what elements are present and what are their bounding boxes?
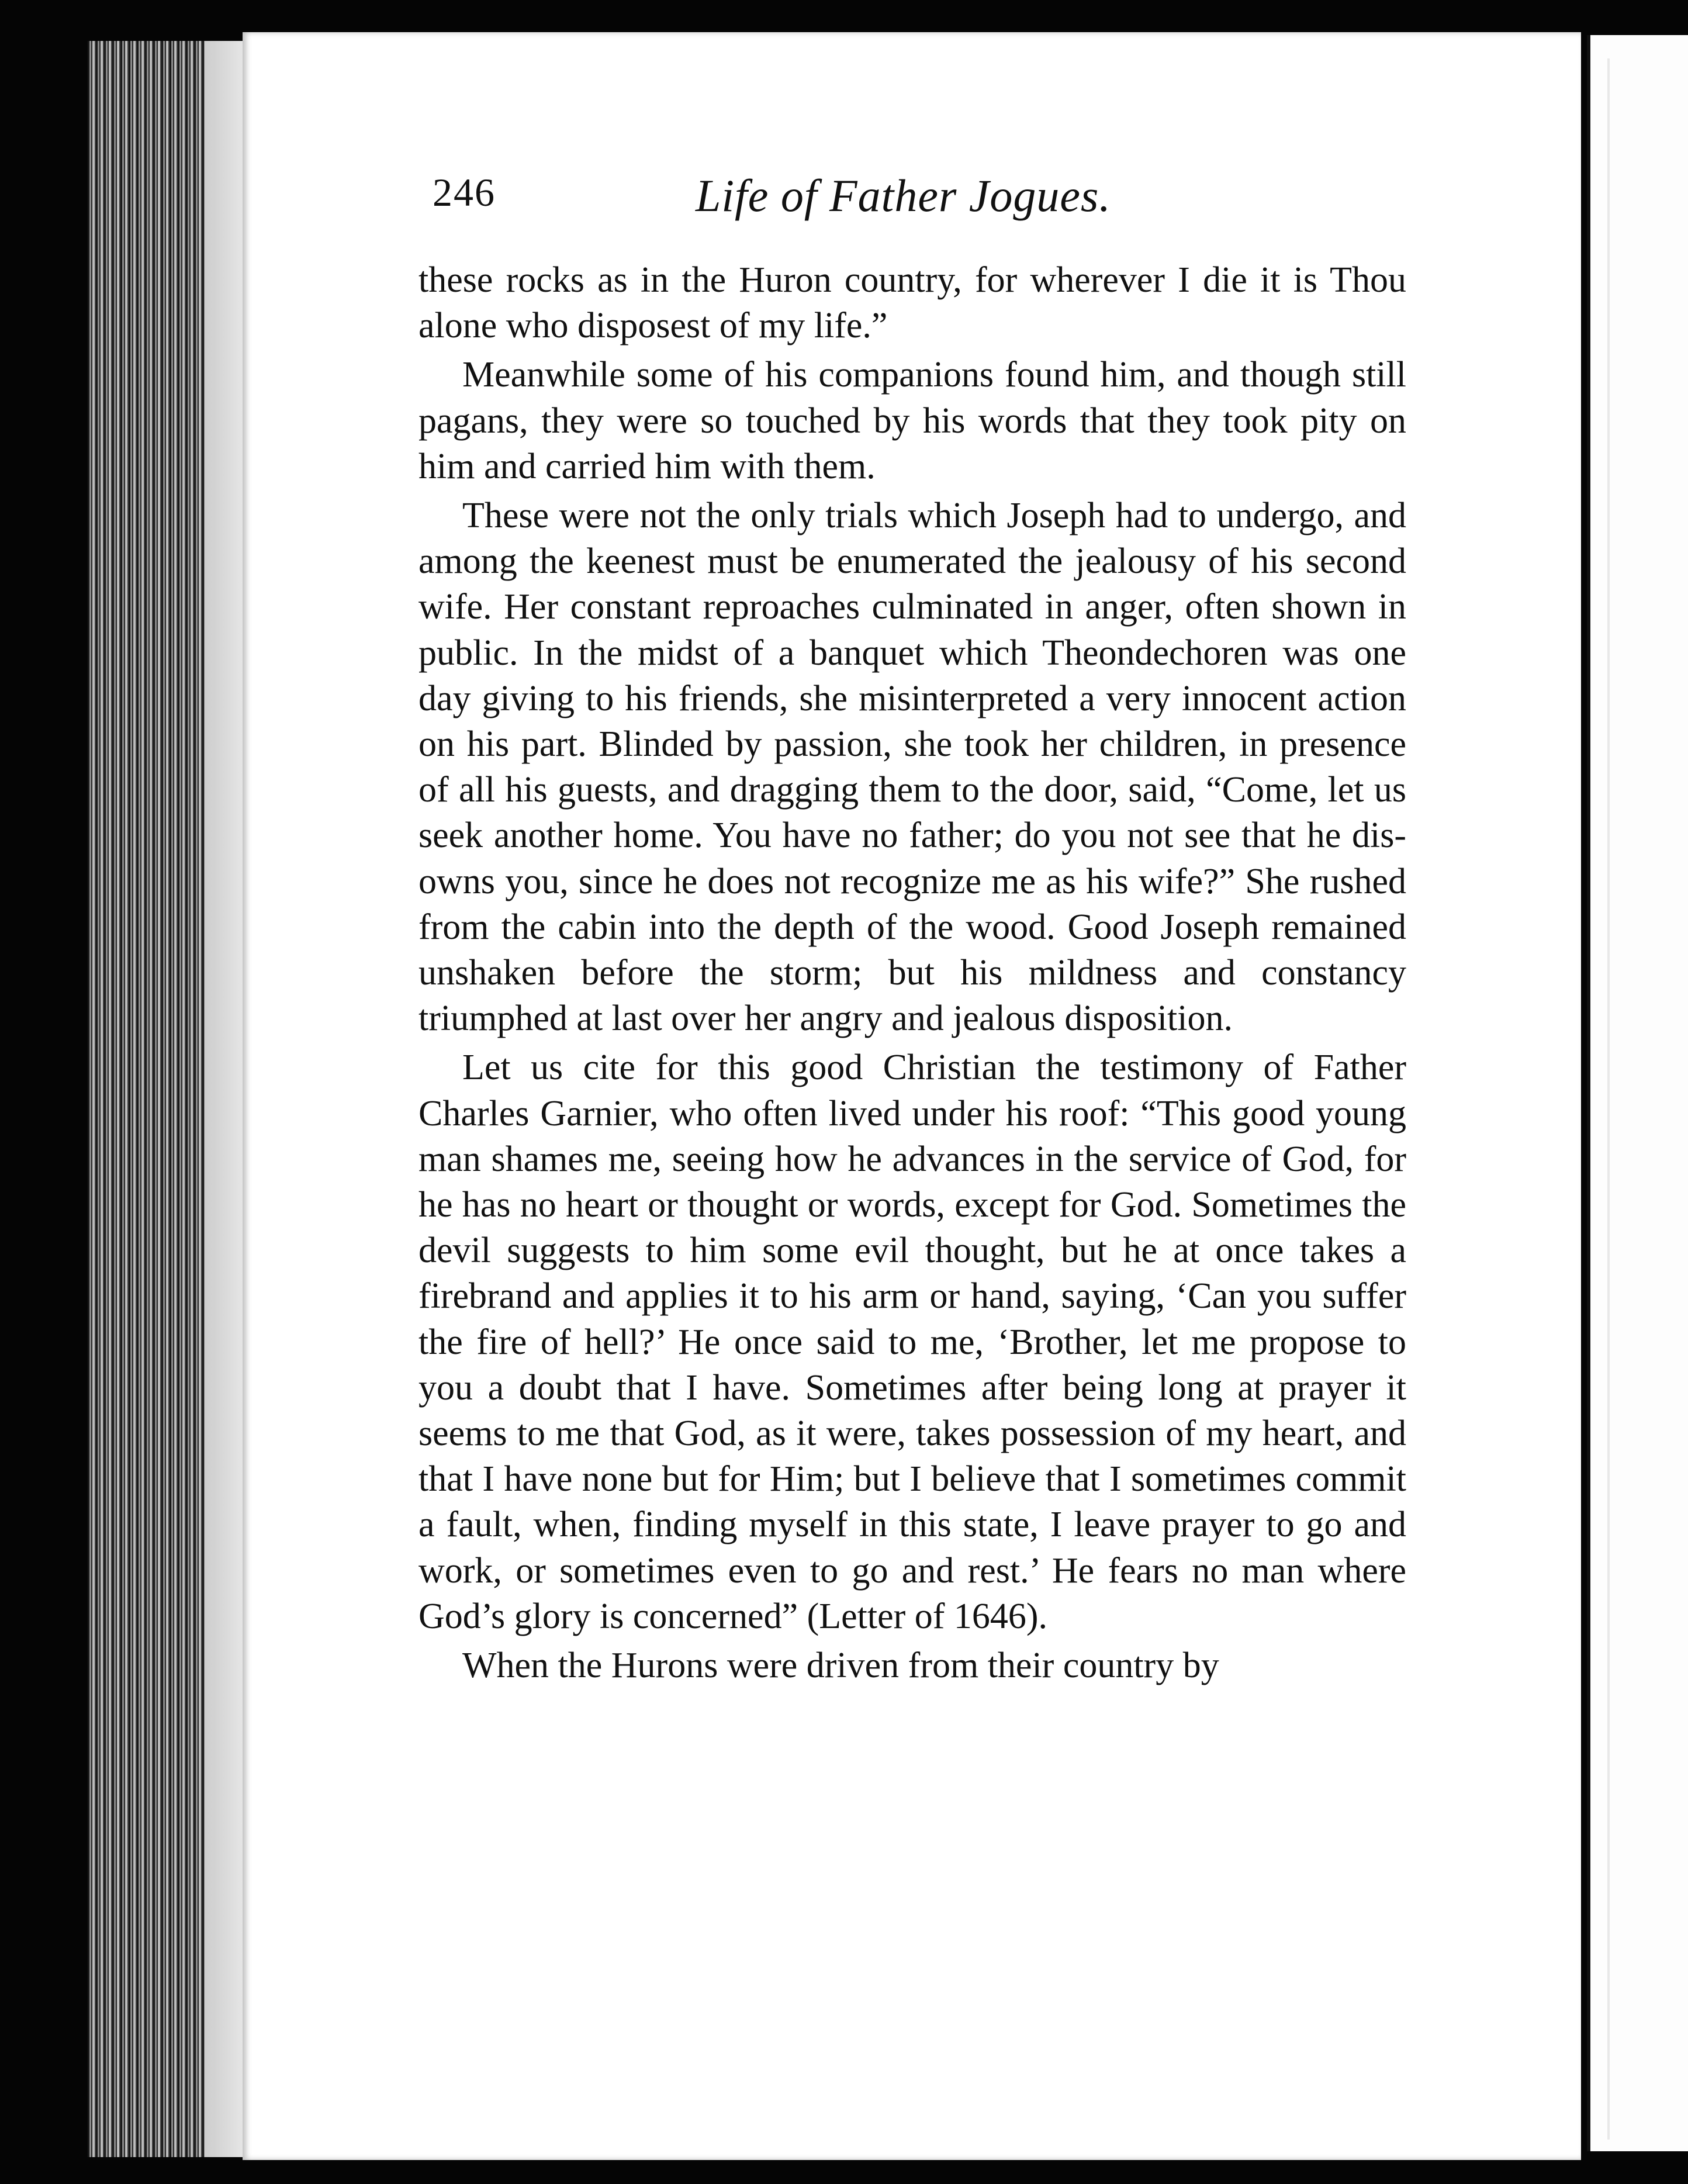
paragraph: These were not the only trials which Joseph had to undergo, and among the keenest must be enumerated the jealousy of his second wife. Her constant reproaches culminated in anger, often shown in public. In the midst of a banquet which Theondechoren was one day giving to his friends, she misinterpreted a very innocent action on his part. Blinded by passion, she took her children, in presence of all his guests, and dragging them to the door, said, “Come, let us seek another home. You have no father; do you not see that he disowns you, since he does not recognize me as his wife?” She rushed from the cabin into the depth of the wood. Good Joseph remained unshaken before the storm; but his mildness and constancy triumphed at last over her angry and jealous disposition. bbox=[418, 496, 1406, 1039]
paragraph: Let us cite for this good Christian the testimony of Father Charles Garnier, who often lived under his roof: “This good young man shames me, seeing how he advances in the service of God, for he has no heart or thought or words, except for God. Sometimes the devil suggests to him some evil thought, but he at once takes a firebrand and applies it to his arm or hand, saying, ‘Can you suffer the fire of hell?’ He once said to me, ‘Brother, let me propose to you a doubt that I have. Sometimes after being long at prayer it seems to me that God, as it were, takes possession of my heart, and that I have none but for Him; but I believe that I sometimes commit a fault, when, finding myself in this state, I leave prayer to go and work, or sometimes even to go and rest.’ He fears no man where God’s glory is concerned” (Letter of 1646). bbox=[418, 1048, 1406, 1636]
facing-page-edge bbox=[1587, 35, 1688, 2151]
book-page-edges bbox=[88, 41, 245, 2157]
running-title: Life of Father Jogues. bbox=[696, 170, 1111, 221]
running-head bbox=[433, 170, 1157, 234]
body-text bbox=[418, 257, 1406, 1688]
facing-page-rule bbox=[1607, 58, 1610, 2140]
page-number: 246 bbox=[433, 170, 496, 215]
paragraph: Meanwhile some of his companions found him, and though still pagans, they were so touched by his words that they took pity on him and carried him with them. bbox=[418, 355, 1406, 486]
paragraph-continued: these rocks as in the Huron country, for wherever I die it is Thou alone who disposest of my life.” bbox=[418, 260, 1406, 346]
paragraph: When the Hurons were driven from their country by bbox=[462, 1646, 1219, 1686]
